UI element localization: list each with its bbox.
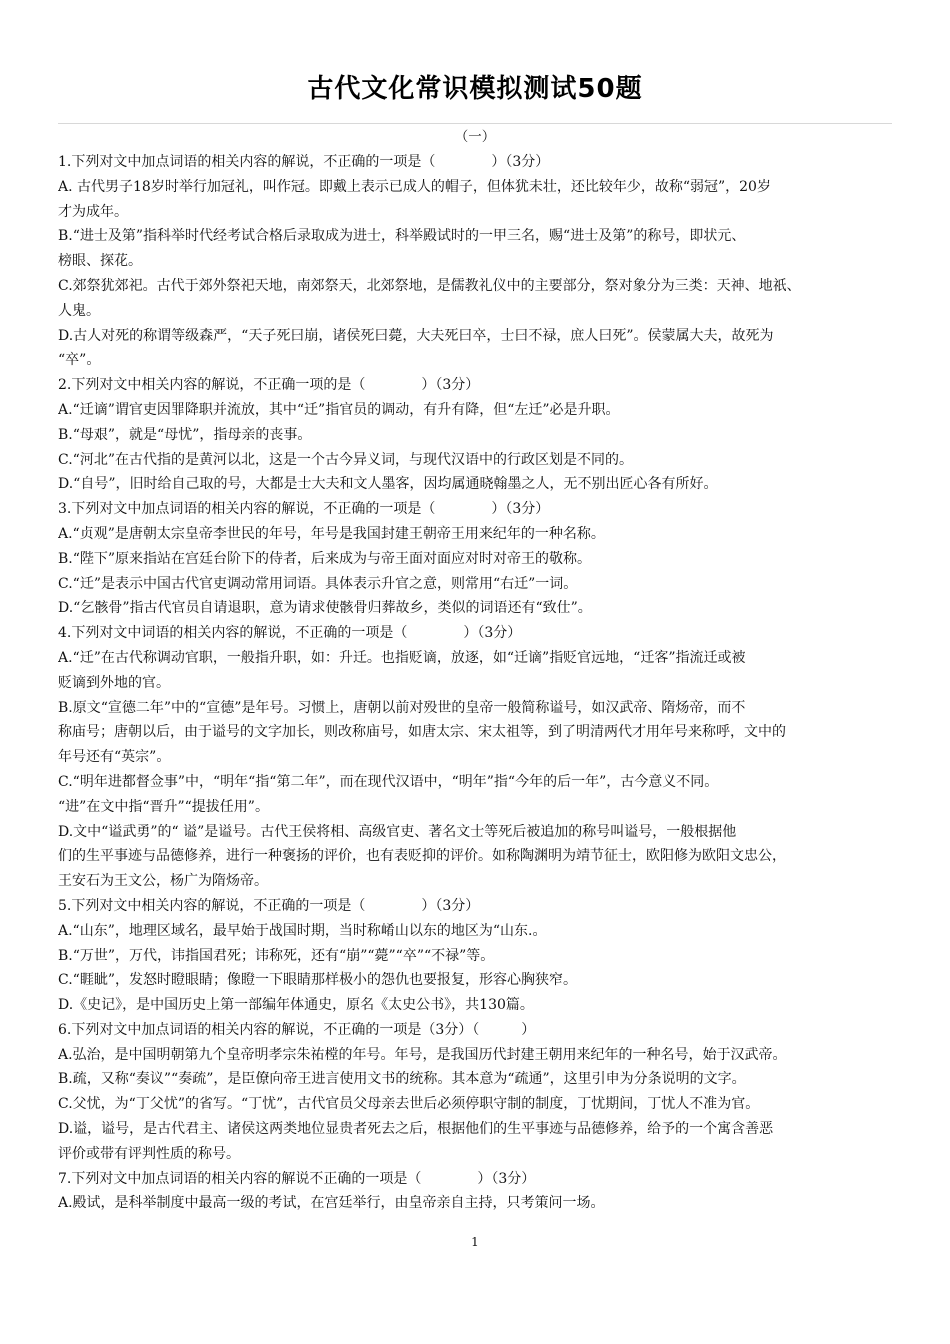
text-line: D.“自号”，旧时给自己取的号，大都是士大夫和文人墨客，因均属通晓翰墨之人，无不别出匠心各有所好。 [58, 476, 718, 493]
text-line: B.“陛下”原来指站在宫廷台阶下的侍者，后来成为与帝王面对面应对时对帝王的敬称。 [58, 550, 592, 567]
text-line: D.古人对死的称谓等级森严，“天子死曰崩，诸侯死曰薨，大夫死曰卒，士曰不禄，庶人曰死”。侯蒙属大夫，故死为 [58, 327, 774, 344]
text-line: 才为成年。 [58, 203, 128, 220]
text-line: B.原文“宣德二年”中的“宣德”是年号。习惯上，唐朝以前对殁世的皇帝一般简称谥号，如汉武帝、隋炀帝，而不 [58, 699, 746, 716]
text-line: 人鬼。 [58, 302, 100, 319]
text-line: 5.下列对文中相关内容的解说，不正确的一项是（ ）（3分） [58, 897, 480, 914]
text-line: C.郊祭犹郊祀。古代于郊外祭祀天地，南郊祭天，北郊祭地，是儒教礼仪中的主要部分，祭对象分为三类：天神、地祇、 [58, 277, 801, 294]
question-list [58, 150, 894, 1216]
text-line: C.父忧，为“丁父忧”的省写。“丁忧”，古代官员父母亲去世后必须停职守制的制度，丁忧期间，丁忧人不准为官。 [58, 1096, 760, 1113]
page-number: 1 [471, 1235, 479, 1249]
text-line: B.“进士及第”指科举时代经考试合格后录取成为进士，科举殿试时的一甲三名，赐“进士及第”的称号，即状元、 [58, 228, 746, 245]
text-line: “进”在文中指“晋升”“提拔任用”。 [58, 798, 269, 815]
text-line: A.“迁谪”谓官吏因罪降职并流放，其中“迁”指官员的调动，有升有降，但“左迁”必是升职。 [58, 401, 620, 418]
text-line: A.弘治，是中国明朝第九个皇帝明孝宗朱祐樘的年号。年号，是我国历代封建王朝用来纪年的一种名号，始于汉武帝。 [58, 1046, 787, 1063]
text-line: D.“乞骸骨”指古代官员自请退职，意为请求使骸骨归葬故乡，类似的词语还有“致仕”。 [58, 600, 592, 617]
text-line: 年号还有“英宗”。 [58, 749, 171, 766]
text-line: A.“迁”在古代称调动官职，一般指升职，如：升迁。也指贬谪，放逐，如“迁谪”指贬官远地，“迁客”指流迁或被 [58, 649, 746, 666]
text-line: A.“贞观”是唐朝太宗皇帝李世民的年号，年号是我国封建王朝帝王用来纪年的一种名称。 [58, 525, 605, 542]
text-line: D.文中“谥武勇”的“ 谥”是谥号。古代王侯将相、高级官吏、著名文士等死后被追加的称号叫谥号，一般根据他 [58, 823, 737, 840]
text-line: A. 古代男子18岁时举行加冠礼，叫作冠。即戴上表示已成人的帽子，但体犹未壮，还比较年少，故称“弱冠”，20岁 [58, 178, 771, 195]
section-heading: （一） [454, 129, 496, 145]
text-line: C.“明年进都督佥事”中，“明年“指“第二年”，而在现代汉语中，“明年”指“今年的后一年”，古今意义不同。 [58, 773, 719, 790]
text-line: B.疏，又称“奏议”“奏疏”，是臣僚向帝王进言使用文书的统称。其本意为“疏通”，这里引申为分条说明的文字。 [58, 1071, 746, 1088]
text-line: 王安石为王文公，杨广为隋炀帝。 [58, 873, 268, 890]
text-line: 称庙号；唐朝以后，由于谥号的文字加长，则改称庙号，如唐太宗、宋太祖等，到了明清两代才用年号来称呼，文中的 [58, 724, 786, 741]
text-line: “卒”。 [58, 352, 101, 369]
text-line: A.殿试，是科举制度中最高一级的考试，在宫廷举行，由皇帝亲自主持，只考策问一场。 [58, 1195, 605, 1212]
text-line: C.“迁”是表示中国古代官吏调动常用词语。具体表示升官之意，则常用“右迁”一词。 [58, 575, 578, 592]
text-line: 评价或带有评判性质的称号。 [58, 1145, 240, 1162]
text-line: C.“睚眦”，发怒时瞪眼睛；像瞪一下眼睛那样极小的怨仇也要报复，形容心胸狭窄。 [58, 972, 577, 989]
text-line: 榜眼、探花。 [58, 253, 142, 270]
title-divider [58, 123, 892, 124]
text-line: 1.下列对文中加点词语的相关内容的解说，不正确的一项是（ ）（3分） [58, 154, 550, 170]
text-line: B.“万世”，万代，讳指国君死；讳称死，还有“崩”“薨”“卒”“不禄”等。 [58, 947, 495, 964]
text-line: 6.下列对文中加点词语的相关内容的解说，不正确的一项是（3分）（ ） [58, 1021, 536, 1038]
text-line: 4.下列对文中词语的相关内容的解说，不正确的一项是（ ）（3分） [58, 625, 522, 642]
document-title: 古代文化常识模拟测试50题 [307, 74, 643, 104]
text-line: 7.下列对文中加点词语的相关内容的解说不正确的一项是（ ）（3分） [58, 1170, 536, 1187]
text-line: 们的生平事迹与品德修养，进行一种褒扬的评价，也有表贬抑的评价。如称陶渊明为靖节征士，欧阳修为欧阳文忠公， [58, 848, 786, 865]
text-line: C.“河北”在古代指的是黄河以北，这是一个古今异义词，与现代汉语中的行政区划是不同的。 [58, 451, 633, 468]
text-line: B.“母艰”，就是“母忧”，指母亲的丧事。 [58, 426, 312, 443]
text-line: 3.下列对文中加点词语的相关内容的解说，不正确的一项是（ ）（3分） [58, 501, 550, 518]
text-line: 2.下列对文中相关内容的解说，不正确一项的是（ ）（3分） [58, 377, 480, 394]
text-line: 贬谪到外地的官。 [58, 674, 170, 691]
text-line: A.“山东”，地理区域名，最早始于战国时期，当时称崤山以东的地区为“山东.。 [58, 922, 547, 939]
text-line: D.谥，谥号，是古代君主、诸侯这两类地位显贵者死去之后，根据他们的生平事迹与品德修养，给予的一个寓含善恶 [58, 1121, 774, 1138]
text-line: D.《史记》，是中国历史上第一部编年体通史，原名《太史公书》，共130篇。 [58, 997, 534, 1014]
